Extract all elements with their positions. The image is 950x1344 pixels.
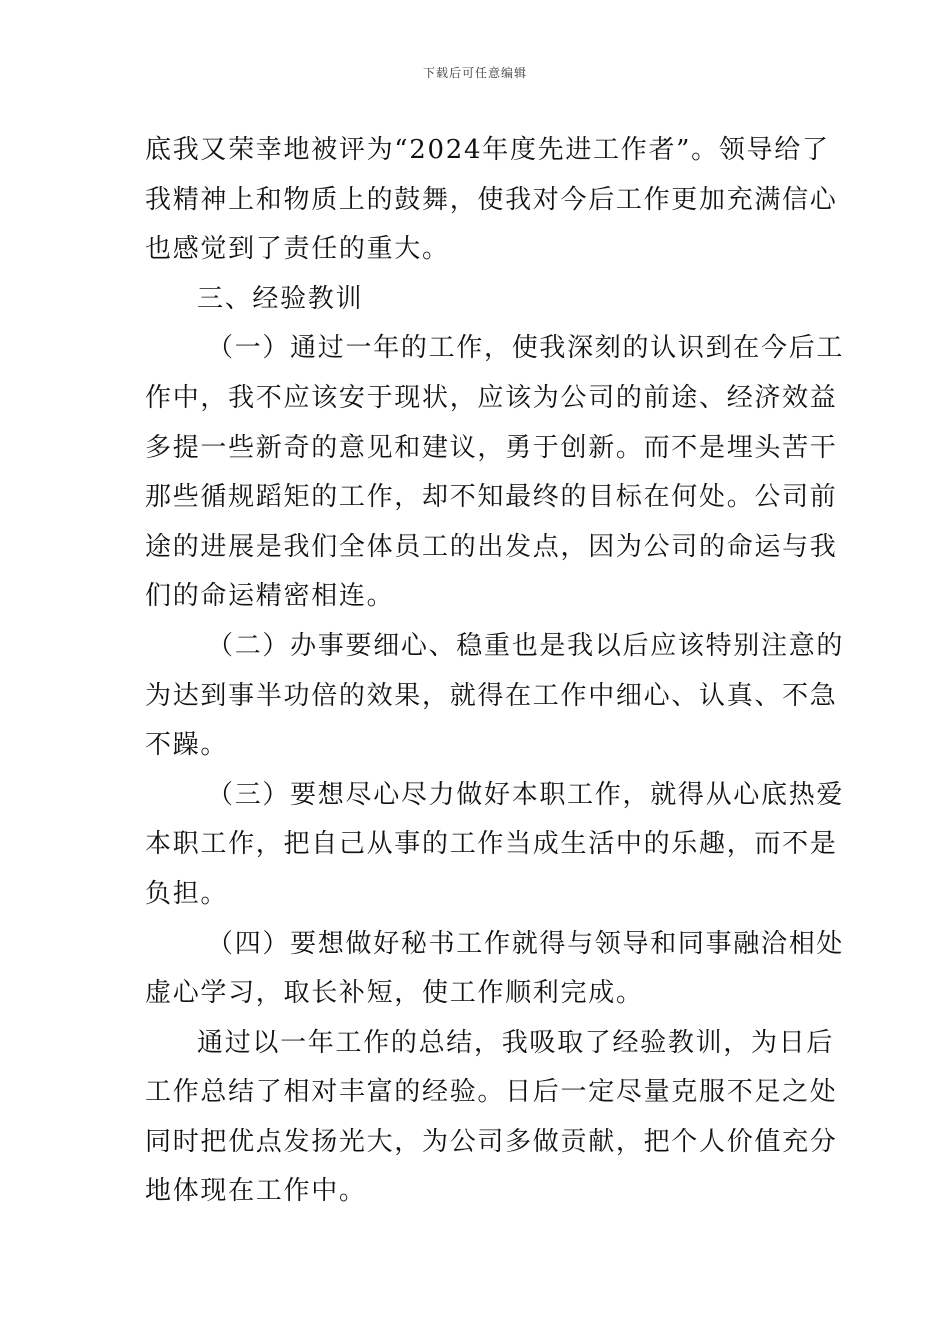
text-line: 那些循规蹈矩的工作，却不知最终的目标在何处。公司前 [145, 482, 838, 513]
document-body [145, 126, 845, 1217]
text-line: 途的进展是我们全体员工的出发点，因为公司的命运与我 [145, 531, 838, 562]
text-line: 也感觉到了责任的重大。 [145, 234, 450, 265]
text-line: 虚心学习，取长补短，使工作顺利完成。 [145, 978, 644, 1009]
text-line: 同时把优点发扬光大，为公司多做贡献，把个人价值充分 [145, 1126, 838, 1157]
text-line: （二）办事要细心、稳重也是我以后应该特别注意的 [207, 630, 845, 661]
text-line: 工作总结了相对丰富的经验。日后一定尽量克服不足之处 [145, 1077, 838, 1108]
section-heading: 三、经验教训 [197, 283, 364, 314]
text-line: 地体现在工作中。 [145, 1176, 367, 1207]
text-line: （三）要想尽心尽力做好本职工作，就得从心底热爱 [207, 779, 845, 810]
text-line: 我精神上和物质上的鼓舞，使我对今后工作更加充满信心 [145, 184, 838, 215]
text-line: 底我又荣幸地被评为“2024年度先进工作者”。领导给了 [145, 135, 830, 165]
page-header-note: 下载后可任意编辑 [422, 66, 527, 80]
text-line: 们的命运精密相连。 [145, 581, 395, 612]
text-line: （四）要想做好秘书工作就得与领导和同事融洽相处 [207, 928, 845, 959]
text-line: 为达到事半功倍的效果，就得在工作中细心、认真、不急 [145, 680, 838, 711]
text-line: 不躁。 [145, 730, 229, 761]
text-line: 通过以一年工作的总结，我吸取了经验教训，为日后 [197, 1027, 835, 1058]
text-line: 作中，我不应该安于现状，应该为公司的前途、经济效益 [145, 382, 838, 413]
text-line: 负担。 [145, 878, 229, 909]
text-line: （一）通过一年的工作，使我深刻的认识到在今后工 [207, 333, 845, 364]
text-line: 多提一些新奇的意见和建议，勇于创新。而不是埋头苦干 [145, 432, 838, 463]
text-line: 本职工作，把自己从事的工作当成生活中的乐趣，而不是 [145, 829, 838, 860]
